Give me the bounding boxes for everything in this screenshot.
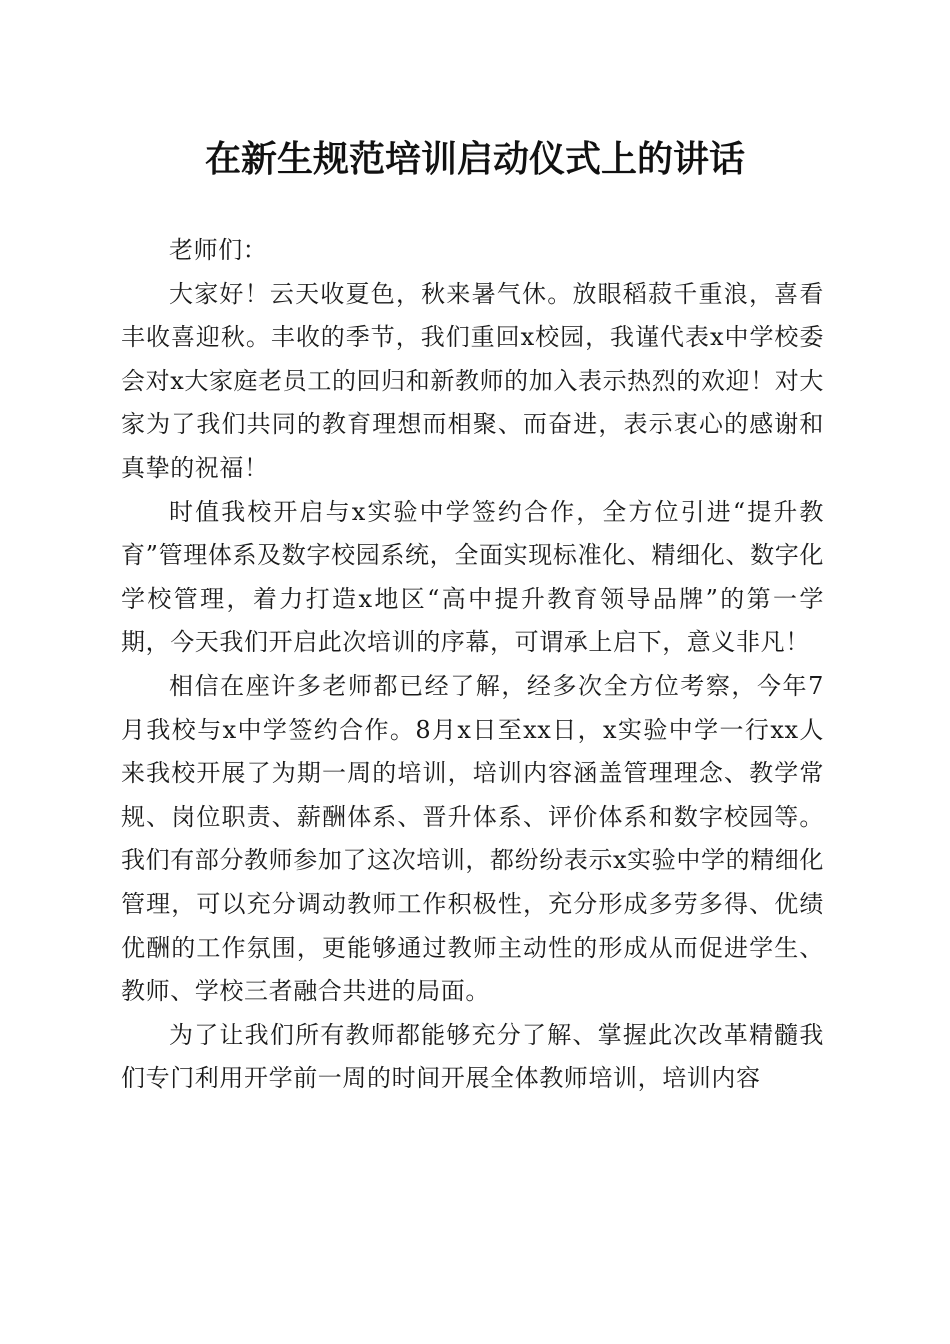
paragraph-1: 大家好！云天收夏色，秋来暑气休。放眼稻菽千重浪，喜看丰收喜迎秋。丰收的季节，我们重回x校园，我谨代表x中学校委会对x大家庭老员工的回归和新教师的加入表示热烈的欢迎！对大家为了我们共同的教育理想而相聚、而奋进，表示衷心的感谢和真挚的祝福！ <box>121 279 824 482</box>
salutation: 老师们： <box>169 236 268 264</box>
paragraph-2: 时值我校开启与x实验中学签约合作，全方位引进“提升教育”管理体系及数字校园系统，全面实现标准化、精细化、数字化学校管理，着力打造x地区“高中提升教育领导品牌”的第一学期，今天我们开启此次培训的序幕，可谓承上启下，意义非凡！ <box>121 497 824 657</box>
paragraph-3: 相信在座许多老师都已经了解，经多次全方位考察，今年7月我校与x中学签约合作。8月x日至xx日，x实验中学一行xx人来我校开展了为期一周的培训，培训内容涵盖管理理念、教学常规、岗位职责、薪酬体系、晋升体系、评价体系和数字校园等。我们有部分教师参加了这次培训，都纷纷表示x实验中学的精细化管理，可以充分调动教师工作积极性，充分形成多劳多得、优绩优酬的工作氛围，更能够通过教师主动性的形成从而促进学生、教师、学校三者融合共进的局面。 <box>121 671 824 1006</box>
paragraph-4: 为了让我们所有教师都能够充分了解、掌握此次改革精髓我们专门利用开学前一周的时间开展全体教师培训，培训内容 <box>121 1020 824 1093</box>
document-title: 在新生规范培训启动仪式上的讲话 <box>204 138 745 180</box>
document-body <box>121 229 824 1101</box>
